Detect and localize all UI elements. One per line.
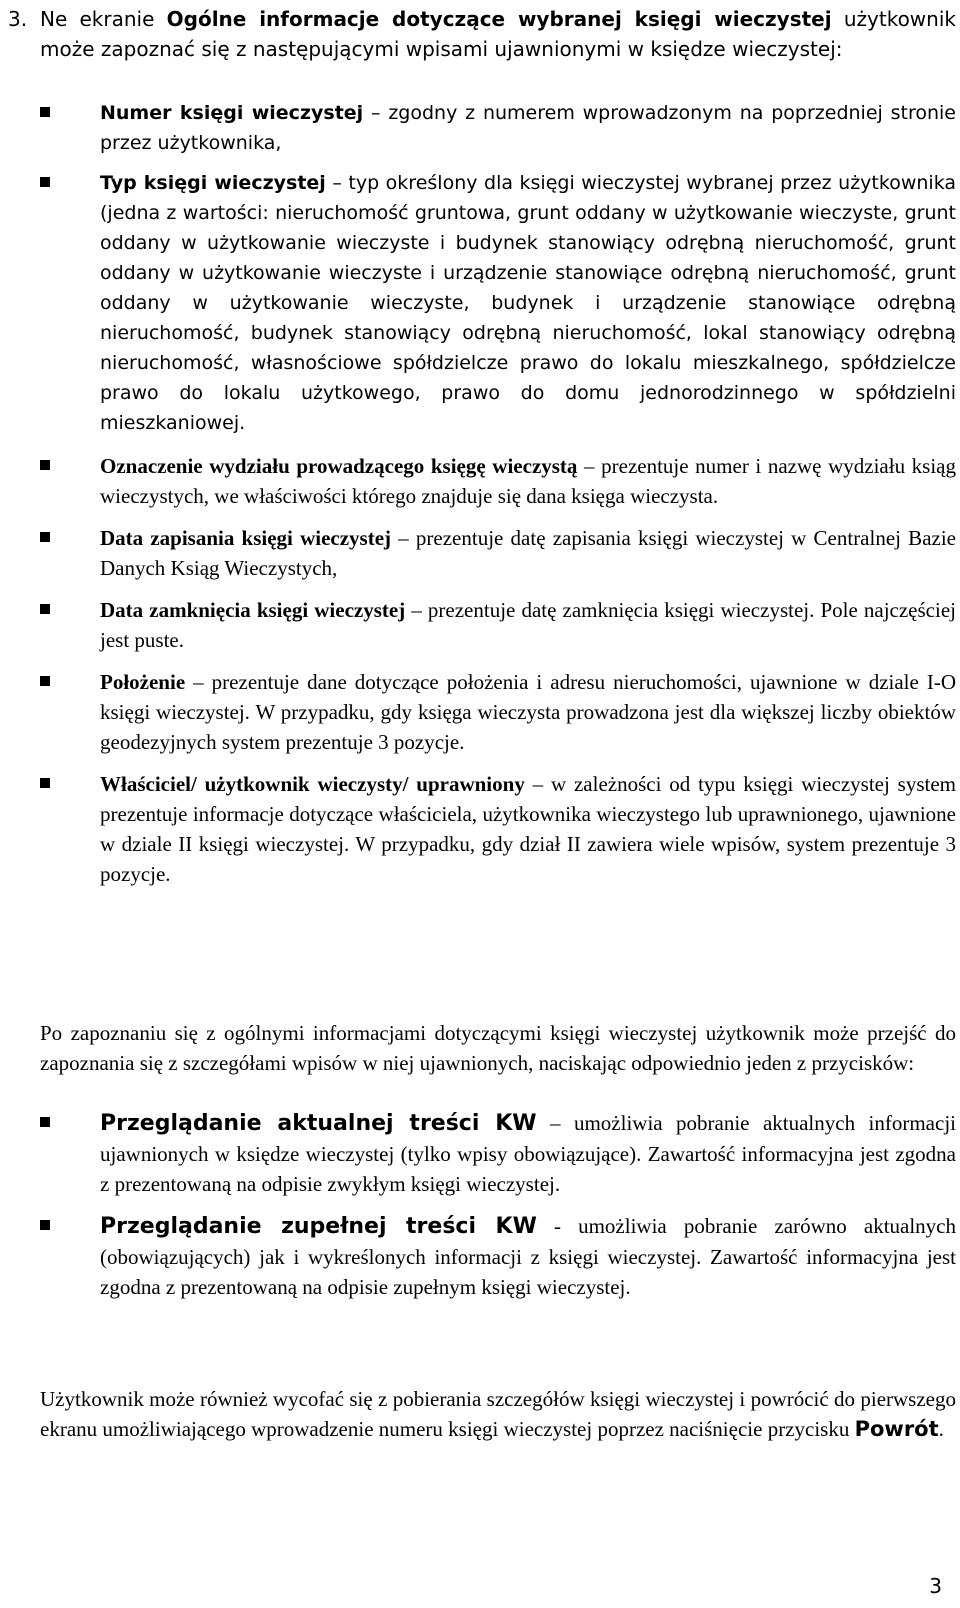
square-bullet-icon bbox=[40, 460, 50, 470]
intro-prefix: Ne ekranie bbox=[40, 7, 167, 31]
list-item: Przeglądanie zupełnej treści KW - umożliwia pobranie zarówno aktualnych (obowiązujących) jak i wykreślonych informacji z księgi wieczystej. Zawartość informacyjna jest zgodna z prezentowaną na odpisie zupełnym księgi wieczystej. bbox=[40, 1211, 956, 1302]
square-bullet-icon bbox=[40, 532, 50, 542]
list-item: Typ księgi wieczystej – typ określony dla księgi wieczystej wybranej przez użytkownika (jedna z wartości: nieruchomość gruntowa, grunt oddany w użytkowanie wieczyste, grunt oddany w użytkowanie wieczyste i budynek stanowiący odrębną nieruchomość, grunt oddany w użytkowanie wieczyste i urządzenie stanowiące odrębną nieruchomość, grunt oddany w użytkowanie wieczyste, budynek i urządzenie stanowiące odrębną nieruchomość, budynek stanowiący odrębną nieruchomość, lokal stanowiący odrębną nieruchomość, własnościowe spółdzielcze prawo do lokalu mieszkalnego, spółdzielcze prawo do lokalu użytkowego, prawo do domu jednorodzinnego w spółdzielni mieszkaniowej. bbox=[40, 168, 956, 438]
list-item: Położenie – prezentuje dane dotyczące położenia i adresu nieruchomości, ujawnione w dziale I-O księgi wieczystej. W przypadku, gdy księga wieczysta prowadzona jest dla większej liczby obiektów geodezyjnych system prezentuje 3 pozycje. bbox=[40, 667, 956, 757]
buttons-list bbox=[40, 1108, 956, 1302]
square-bullet-icon bbox=[40, 1220, 50, 1230]
screen-name: Ogólne informacje dotyczące wybranej księgi wieczystej bbox=[166, 7, 832, 31]
list-item: Właściciel/ użytkownik wieczysty/ uprawniony – w zależności od typu księgi wieczystej system prezentuje informacje dotyczące właściciela, użytkownika wieczystego lub uprawnionego, ujawnione w dziale II księgi wieczystej. W przypadku, gdy dział II zawiera wiele wpisów, system prezentuje 3 pozycje. bbox=[40, 769, 956, 889]
back-button-name: Powrót bbox=[854, 1417, 939, 1441]
current-content-button-name: Przeglądanie aktualnej treści KW bbox=[100, 1111, 537, 1136]
info-fields-list bbox=[40, 98, 956, 889]
list-number: 3. bbox=[8, 7, 28, 31]
intro-suffix: użytkownik może zapoznać się z następującymi wpisami ujawnionymi w księdze wieczystej: bbox=[40, 7, 956, 61]
list-item: Przeglądanie aktualnej treści KW – umożliwia pobranie aktualnych informacji ujawnionych w księdze wieczystej (tylko wpisy obowiązujące). Zawartość informacyjna jest zgodna z prezentowaną na odpisie zwykłym księgi wieczystej. bbox=[40, 1108, 956, 1199]
list-item: Numer księgi wieczystej – zgodny z numerem wprowadzonym na poprzedniej stronie przez użytkownika, bbox=[40, 98, 956, 158]
page-number: 3 bbox=[929, 1574, 942, 1598]
square-bullet-icon bbox=[40, 1117, 50, 1127]
square-bullet-icon bbox=[40, 604, 50, 614]
square-bullet-icon bbox=[40, 107, 50, 117]
buttons-intro-paragraph: Po zapoznaniu się z ogólnymi informacjami dotyczącymi księgi wieczystej użytkownik może przejść do zapoznania się z szczegółami wpisów w niej ujawnionych, naciskając odpowiednio jeden z przycisków: bbox=[40, 1021, 956, 1075]
list-item: Oznaczenie wydziału prowadzącego księgę wieczystą – prezentuje numer i nazwę wydziału ksiąg wieczystych, we właściwości którego znajduje się dana księga wieczysta. bbox=[40, 451, 956, 511]
list-item: Data zamknięcia księgi wieczystej – prezentuje datę zamknięcia księgi wieczystej. Pole najczęściej jest puste. bbox=[40, 595, 956, 655]
intro-paragraph bbox=[8, 4, 956, 64]
list-item: Data zapisania księgi wieczystej – prezentuje datę zapisania księgi wieczystej w Centralnej Bazie Danych Ksiąg Wieczystych, bbox=[40, 523, 956, 583]
square-bullet-icon bbox=[40, 778, 50, 788]
closing-paragraph: Użytkownik może również wycofać się z pobierania szczegółów księgi wieczystej i powrócić do pierwszego ekranu umożliwiającego wprowadzenie numeru księgi wieczystej poprzez naciśnięcie przycisku Powrót. bbox=[40, 1387, 956, 1441]
square-bullet-icon bbox=[40, 177, 50, 187]
full-content-button-name: Przeglądanie zupełnej treści KW bbox=[100, 1214, 537, 1239]
square-bullet-icon bbox=[40, 676, 50, 686]
